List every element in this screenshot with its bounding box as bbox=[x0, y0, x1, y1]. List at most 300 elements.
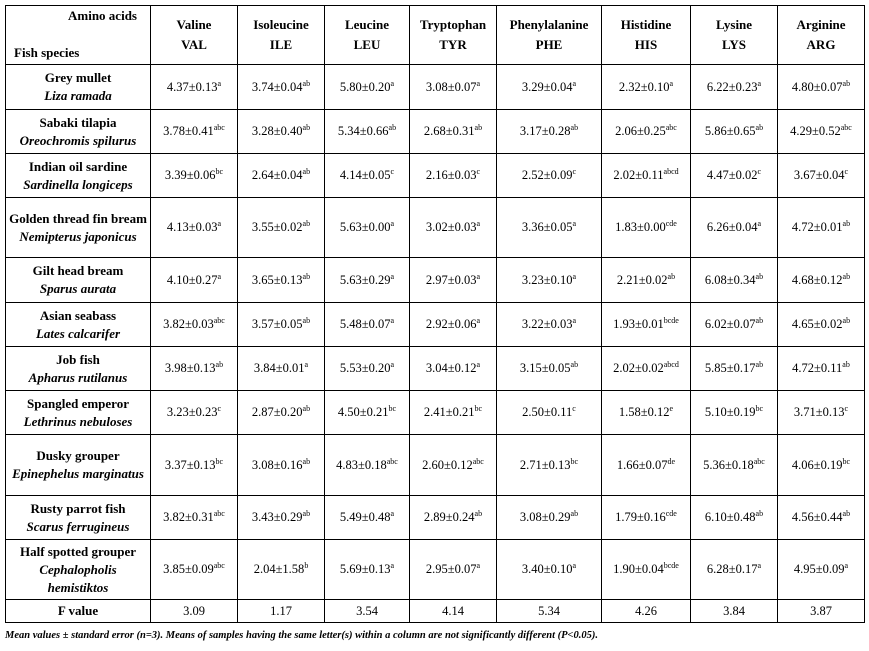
value-cell bbox=[325, 198, 410, 258]
significance-letters: bc bbox=[842, 456, 851, 466]
scientific-name: Liza ramada bbox=[44, 88, 112, 103]
significance-letters: a bbox=[304, 359, 309, 369]
mean-se-value: 2.06±0.25 bbox=[615, 124, 666, 138]
significance-letters: bc bbox=[755, 403, 764, 413]
significance-letters: c bbox=[844, 403, 849, 413]
significance-letters: a bbox=[572, 78, 577, 88]
significance-letters: ab bbox=[302, 508, 311, 518]
significance-letters: bc bbox=[570, 456, 579, 466]
value-cell bbox=[410, 496, 497, 540]
value-cell bbox=[691, 258, 778, 303]
significance-letters: ab bbox=[755, 315, 764, 325]
significance-letters: a bbox=[390, 560, 395, 570]
significance-letters: ab bbox=[842, 218, 851, 228]
value-cell bbox=[325, 496, 410, 540]
value-cell bbox=[325, 391, 410, 435]
f-value-cell: 4.26 bbox=[602, 600, 691, 623]
significance-letters: ab bbox=[842, 78, 851, 88]
common-name: Rusty parrot fish bbox=[30, 500, 126, 516]
value-cell bbox=[691, 110, 778, 154]
column-header-ile bbox=[238, 6, 325, 65]
value-cell bbox=[325, 110, 410, 154]
value-cell bbox=[691, 435, 778, 496]
mean-se-value: 3.84±0.01 bbox=[253, 361, 305, 375]
significance-letters: ab bbox=[755, 359, 764, 369]
mean-se-value: 3.28±0.40 bbox=[251, 124, 303, 138]
value-cell bbox=[497, 496, 602, 540]
amino-acid-name: Valine bbox=[176, 17, 212, 32]
table-row bbox=[6, 435, 865, 496]
value-cell bbox=[151, 496, 238, 540]
mean-se-value: 2.02±0.11 bbox=[613, 168, 664, 182]
value-cell bbox=[602, 391, 691, 435]
f-value-label: F value bbox=[6, 600, 151, 623]
significance-letters: bc bbox=[388, 403, 397, 413]
significance-letters: de bbox=[667, 456, 676, 466]
significance-letters: a bbox=[217, 218, 222, 228]
table-row bbox=[6, 496, 865, 540]
value-cell bbox=[238, 110, 325, 154]
common-name: Golden thread fin bream bbox=[9, 210, 147, 226]
common-name: Job fish bbox=[56, 351, 100, 367]
significance-letters: c bbox=[572, 403, 576, 413]
mean-se-value: 6.02±0.07 bbox=[704, 317, 756, 331]
mean-se-value: 3.36±0.05 bbox=[521, 220, 573, 234]
significance-letters: a bbox=[572, 315, 577, 325]
mean-se-value: 3.02±0.03 bbox=[425, 220, 477, 234]
significance-letters: ab bbox=[302, 315, 311, 325]
value-cell bbox=[238, 435, 325, 496]
mean-se-value: 5.34±0.66 bbox=[337, 124, 389, 138]
mean-se-value: 2.89±0.24 bbox=[423, 510, 475, 524]
significance-letters: ab bbox=[755, 122, 764, 132]
value-cell bbox=[151, 435, 238, 496]
scientific-name: Sparus aurata bbox=[39, 281, 117, 296]
significance-letters: a bbox=[390, 315, 395, 325]
significance-letters: ab bbox=[570, 508, 579, 518]
value-cell bbox=[497, 65, 602, 110]
significance-letters: a bbox=[476, 315, 481, 325]
value-cell bbox=[497, 435, 602, 496]
significance-letters: a bbox=[390, 271, 395, 281]
significance-letters: a bbox=[217, 271, 222, 281]
value-cell bbox=[238, 303, 325, 347]
mean-se-value: 3.65±0.13 bbox=[251, 272, 303, 287]
value-cell bbox=[238, 391, 325, 435]
fish-species-label: Fish species bbox=[14, 45, 80, 60]
significance-letters: a bbox=[844, 560, 849, 570]
significance-letters: b bbox=[304, 560, 309, 570]
mean-se-value: 6.22±0.23 bbox=[706, 79, 758, 94]
mean-se-value: 3.71±0.13 bbox=[793, 405, 845, 419]
significance-letters: abc bbox=[753, 456, 765, 466]
significance-letters: a bbox=[476, 560, 481, 570]
table-row bbox=[6, 303, 865, 347]
mean-se-value: 5.53±0.20 bbox=[339, 361, 391, 375]
table-row bbox=[6, 65, 865, 110]
species-cell bbox=[6, 110, 151, 154]
value-cell bbox=[410, 110, 497, 154]
mean-se-value: 1.83±0.00 bbox=[615, 220, 666, 234]
species-cell bbox=[6, 435, 151, 496]
significance-letters: ab bbox=[667, 271, 676, 281]
value-cell bbox=[778, 303, 865, 347]
significance-letters: abc bbox=[840, 122, 852, 132]
column-header-lys bbox=[691, 6, 778, 65]
scientific-name: Epinephelus marginatus bbox=[12, 466, 144, 481]
significance-letters: a bbox=[757, 560, 762, 570]
value-cell bbox=[602, 154, 691, 198]
significance-letters: abcd bbox=[663, 359, 679, 369]
f-value-cell: 1.17 bbox=[238, 600, 325, 623]
value-cell bbox=[691, 496, 778, 540]
mean-se-value: 2.21±0.02 bbox=[616, 272, 668, 287]
mean-se-value: 5.36±0.18 bbox=[703, 457, 754, 472]
scientific-name: Cephalopholis hemistiktos bbox=[39, 561, 117, 595]
table-row bbox=[6, 540, 865, 600]
common-name: Gilt head bream bbox=[32, 263, 124, 278]
significance-letters: c bbox=[217, 403, 222, 413]
mean-se-value: 6.10±0.48 bbox=[704, 510, 756, 524]
value-cell bbox=[410, 391, 497, 435]
mean-se-value: 3.15±0.05 bbox=[519, 361, 571, 375]
value-cell bbox=[410, 540, 497, 600]
scientific-name: Sardinella longiceps bbox=[23, 176, 133, 192]
significance-letters: ab bbox=[755, 271, 764, 281]
value-cell bbox=[238, 258, 325, 303]
mean-se-value: 2.50±0.11 bbox=[522, 405, 573, 419]
f-value-cell: 3.54 bbox=[325, 600, 410, 623]
table-row bbox=[6, 110, 865, 154]
mean-se-value: 5.10±0.19 bbox=[704, 405, 756, 419]
mean-se-value: 3.08±0.07 bbox=[425, 79, 477, 94]
mean-se-value: 2.52±0.09 bbox=[521, 168, 573, 182]
amino-acid-abbr: TYR bbox=[439, 37, 467, 52]
mean-se-value: 3.08±0.29 bbox=[519, 510, 571, 524]
mean-se-value: 3.82±0.31 bbox=[163, 510, 214, 524]
value-cell bbox=[497, 198, 602, 258]
species-cell bbox=[6, 347, 151, 391]
mean-se-value: 2.71±0.13 bbox=[519, 457, 571, 472]
significance-letters: abc bbox=[213, 508, 225, 518]
significance-letters: ab bbox=[842, 359, 850, 369]
amino-acid-abbr: LYS bbox=[721, 37, 747, 52]
mean-se-value: 4.80±0.07 bbox=[791, 79, 843, 94]
mean-se-value: 1.79±0.16 bbox=[615, 510, 666, 524]
significance-letters: ab bbox=[388, 122, 397, 132]
species-cell bbox=[6, 65, 151, 110]
mean-se-value: 2.60±0.12 bbox=[422, 457, 473, 472]
mean-se-value: 3.39±0.06 bbox=[164, 168, 216, 182]
mean-se-value: 4.83±0.18 bbox=[336, 457, 387, 472]
mean-se-value: 1.58±0.12 bbox=[618, 405, 670, 419]
significance-letters: a bbox=[572, 560, 577, 570]
table-row bbox=[6, 258, 865, 303]
mean-se-value: 5.69±0.13 bbox=[339, 562, 391, 576]
value-cell bbox=[602, 258, 691, 303]
mean-se-value: 6.08±0.34 bbox=[704, 272, 756, 287]
value-cell bbox=[410, 65, 497, 110]
significance-letters: abc bbox=[472, 456, 484, 466]
significance-letters: ab bbox=[302, 166, 311, 176]
f-value-cell: 3.87 bbox=[778, 600, 865, 623]
significance-letters: ab bbox=[474, 122, 483, 132]
value-cell bbox=[325, 435, 410, 496]
significance-letters: ab bbox=[842, 315, 851, 325]
common-name: Half spotted grouper bbox=[19, 543, 137, 559]
significance-letters: a bbox=[390, 508, 395, 518]
significance-letters: bc bbox=[215, 166, 224, 176]
mean-se-value: 2.68±0.31 bbox=[423, 124, 475, 138]
mean-se-value: 3.23±0.23 bbox=[166, 405, 218, 419]
value-cell bbox=[602, 347, 691, 391]
value-cell bbox=[691, 540, 778, 600]
value-cell bbox=[151, 347, 238, 391]
significance-letters: a bbox=[217, 78, 222, 88]
value-cell bbox=[325, 303, 410, 347]
species-cell bbox=[6, 258, 151, 303]
scientific-name: Lates calcarifer bbox=[35, 325, 121, 341]
value-cell bbox=[238, 540, 325, 600]
amino-acid-abbr: LEU bbox=[353, 37, 381, 52]
mean-se-value: 2.16±0.03 bbox=[425, 168, 477, 182]
significance-letters: ab bbox=[215, 359, 224, 369]
amino-acid-abbr: PHE bbox=[535, 37, 563, 52]
mean-se-value: 4.10±0.27 bbox=[166, 272, 218, 287]
value-cell bbox=[410, 303, 497, 347]
mean-se-value: 5.48±0.07 bbox=[339, 317, 391, 331]
mean-se-value: 2.32±0.10 bbox=[618, 79, 670, 94]
column-header-arg bbox=[778, 6, 865, 65]
value-cell bbox=[410, 154, 497, 198]
mean-se-value: 3.17±0.28 bbox=[519, 124, 571, 138]
value-cell bbox=[151, 303, 238, 347]
common-name: Asian seabass bbox=[39, 307, 117, 323]
value-cell bbox=[778, 496, 865, 540]
mean-se-value: 4.29±0.52 bbox=[790, 124, 841, 138]
value-cell bbox=[778, 110, 865, 154]
significance-letters: abc bbox=[213, 315, 225, 325]
value-cell bbox=[325, 154, 410, 198]
column-header-leu bbox=[325, 6, 410, 65]
value-cell bbox=[238, 154, 325, 198]
significance-letters: a bbox=[757, 78, 762, 88]
significance-letters: a bbox=[669, 78, 674, 88]
mean-se-value: 2.95±0.07 bbox=[425, 562, 477, 576]
mean-se-value: 6.28±0.17 bbox=[706, 562, 758, 576]
mean-se-value: 3.98±0.13 bbox=[164, 361, 216, 375]
value-cell bbox=[778, 435, 865, 496]
significance-letters: a bbox=[390, 359, 395, 369]
significance-letters: abc bbox=[665, 122, 677, 132]
significance-letters: abcd bbox=[663, 166, 679, 176]
mean-se-value: 3.74±0.04 bbox=[251, 79, 303, 94]
species-cell bbox=[6, 540, 151, 600]
value-cell bbox=[151, 65, 238, 110]
mean-se-value: 2.87±0.20 bbox=[251, 405, 303, 419]
significance-letters: ab bbox=[570, 359, 579, 369]
mean-se-value: 5.85±0.17 bbox=[704, 361, 756, 375]
significance-letters: e bbox=[669, 403, 674, 413]
species-cell bbox=[6, 154, 151, 198]
mean-se-value: 1.93±0.01 bbox=[613, 317, 664, 331]
mean-se-value: 3.55±0.02 bbox=[251, 220, 303, 234]
value-cell bbox=[497, 391, 602, 435]
significance-letters: c bbox=[844, 166, 849, 176]
species-cell bbox=[6, 496, 151, 540]
value-cell bbox=[410, 258, 497, 303]
value-cell bbox=[691, 303, 778, 347]
value-cell bbox=[238, 198, 325, 258]
table-row bbox=[6, 154, 865, 198]
scientific-name: Apharus rutilanus bbox=[28, 369, 128, 385]
value-cell bbox=[325, 540, 410, 600]
mean-se-value: 3.67±0.04 bbox=[793, 168, 845, 182]
column-header-val bbox=[151, 6, 238, 65]
significance-letters: ab bbox=[302, 218, 311, 228]
value-cell bbox=[151, 258, 238, 303]
value-cell bbox=[778, 154, 865, 198]
amino-acid-abbr: HIS bbox=[634, 37, 658, 52]
column-header-his bbox=[602, 6, 691, 65]
significance-letters: c bbox=[476, 166, 481, 176]
value-cell bbox=[602, 65, 691, 110]
mean-se-value: 3.22±0.03 bbox=[521, 317, 573, 331]
scientific-name: Lethrinus nebuloses bbox=[23, 413, 133, 429]
scientific-name: Scarus ferrugineus bbox=[26, 518, 130, 534]
amino-acid-name: Leucine bbox=[344, 17, 390, 32]
value-cell bbox=[325, 347, 410, 391]
significance-letters: abc bbox=[213, 560, 225, 570]
mean-se-value: 2.41±0.21 bbox=[423, 405, 475, 419]
value-cell bbox=[602, 110, 691, 154]
mean-se-value: 3.43±0.29 bbox=[251, 510, 303, 524]
value-cell bbox=[602, 496, 691, 540]
mean-se-value: 2.97±0.03 bbox=[425, 272, 477, 287]
significance-letters: bc bbox=[474, 403, 483, 413]
table-row bbox=[6, 198, 865, 258]
mean-se-value: 4.72±0.01 bbox=[791, 220, 843, 234]
scientific-name: Nemipterus japonicus bbox=[19, 228, 137, 244]
mean-se-value: 4.95±0.09 bbox=[793, 562, 845, 576]
significance-letters: a bbox=[476, 78, 481, 88]
significance-letters: a bbox=[476, 218, 481, 228]
significance-letters: a bbox=[390, 78, 395, 88]
value-cell bbox=[691, 65, 778, 110]
significance-letters: bc bbox=[215, 456, 224, 466]
table-row bbox=[6, 347, 865, 391]
corner-header-cell bbox=[6, 6, 151, 65]
table-footnote: Mean values ± standard error (n=3). Means of samples having the same letter(s) within a column are not significantly different (P<0.05). bbox=[5, 630, 599, 641]
value-cell bbox=[602, 303, 691, 347]
value-cell bbox=[778, 391, 865, 435]
significance-letters: ab bbox=[302, 271, 311, 281]
mean-se-value: 3.85±0.09 bbox=[163, 562, 214, 576]
value-cell bbox=[497, 303, 602, 347]
significance-letters: abc bbox=[386, 456, 398, 466]
mean-se-value: 4.65±0.02 bbox=[791, 317, 843, 331]
mean-se-value: 4.50±0.21 bbox=[337, 405, 389, 419]
value-cell bbox=[497, 258, 602, 303]
significance-letters: abc bbox=[213, 122, 225, 132]
amino-acid-name: Tryptophan bbox=[419, 17, 487, 32]
mean-se-value: 3.78±0.41 bbox=[163, 124, 214, 138]
significance-letters: a bbox=[757, 218, 762, 228]
significance-letters: c bbox=[572, 166, 577, 176]
value-cell bbox=[691, 154, 778, 198]
common-name: Dusky grouper bbox=[36, 448, 120, 463]
significance-letters: bcde bbox=[663, 560, 679, 570]
value-cell bbox=[497, 347, 602, 391]
significance-letters: ab bbox=[570, 122, 579, 132]
mean-se-value: 3.04±0.12 bbox=[425, 361, 477, 375]
significance-letters: bcde bbox=[663, 315, 679, 325]
amino-acids-label: Amino acids bbox=[68, 8, 137, 23]
significance-letters: ab bbox=[842, 508, 851, 518]
value-cell bbox=[778, 198, 865, 258]
species-cell bbox=[6, 303, 151, 347]
significance-letters: ab bbox=[302, 78, 311, 88]
amino-acid-name: Lysine bbox=[715, 17, 753, 32]
f-value-cell: 4.14 bbox=[410, 600, 497, 623]
mean-se-value: 1.66±0.07 bbox=[616, 457, 668, 472]
table-row bbox=[6, 391, 865, 435]
mean-se-value: 4.68±0.12 bbox=[791, 272, 843, 287]
significance-letters: a bbox=[476, 271, 481, 281]
mean-se-value: 4.06±0.19 bbox=[791, 457, 843, 472]
significance-letters: cde bbox=[665, 218, 677, 228]
mean-se-value: 3.23±0.10 bbox=[521, 272, 573, 287]
mean-se-value: 4.13±0.03 bbox=[166, 220, 218, 234]
f-value-cell: 5.34 bbox=[497, 600, 602, 623]
species-cell bbox=[6, 391, 151, 435]
value-cell bbox=[151, 110, 238, 154]
mean-se-value: 2.64±0.04 bbox=[251, 168, 303, 182]
value-cell bbox=[151, 391, 238, 435]
amino-acid-name: Arginine bbox=[796, 17, 846, 32]
value-cell bbox=[778, 258, 865, 303]
value-cell bbox=[410, 347, 497, 391]
mean-se-value: 3.37±0.13 bbox=[164, 457, 216, 472]
value-cell bbox=[691, 347, 778, 391]
mean-se-value: 3.29±0.04 bbox=[521, 79, 573, 94]
significance-letters: a bbox=[476, 359, 481, 369]
value-cell bbox=[238, 65, 325, 110]
value-cell bbox=[410, 198, 497, 258]
value-cell bbox=[238, 347, 325, 391]
value-cell bbox=[325, 65, 410, 110]
significance-letters: a bbox=[572, 218, 577, 228]
value-cell bbox=[778, 540, 865, 600]
species-cell bbox=[6, 198, 151, 258]
value-cell bbox=[602, 435, 691, 496]
amino-acid-abbr: ILE bbox=[269, 37, 293, 52]
common-name: Spangled emperor bbox=[27, 395, 129, 411]
value-cell bbox=[151, 154, 238, 198]
significance-letters: a bbox=[390, 218, 395, 228]
mean-se-value: 2.04±1.58 bbox=[253, 562, 305, 576]
value-cell bbox=[691, 391, 778, 435]
column-header-tyr bbox=[410, 6, 497, 65]
f-value-cell: 3.09 bbox=[151, 600, 238, 623]
f-value-row bbox=[6, 600, 865, 623]
scientific-name: Oreochromis spilurus bbox=[19, 132, 137, 148]
significance-letters: ab bbox=[302, 122, 311, 132]
value-cell bbox=[778, 65, 865, 110]
significance-letters: c bbox=[757, 166, 762, 176]
mean-se-value: 3.08±0.16 bbox=[251, 457, 303, 472]
mean-se-value: 2.02±0.02 bbox=[613, 361, 664, 375]
